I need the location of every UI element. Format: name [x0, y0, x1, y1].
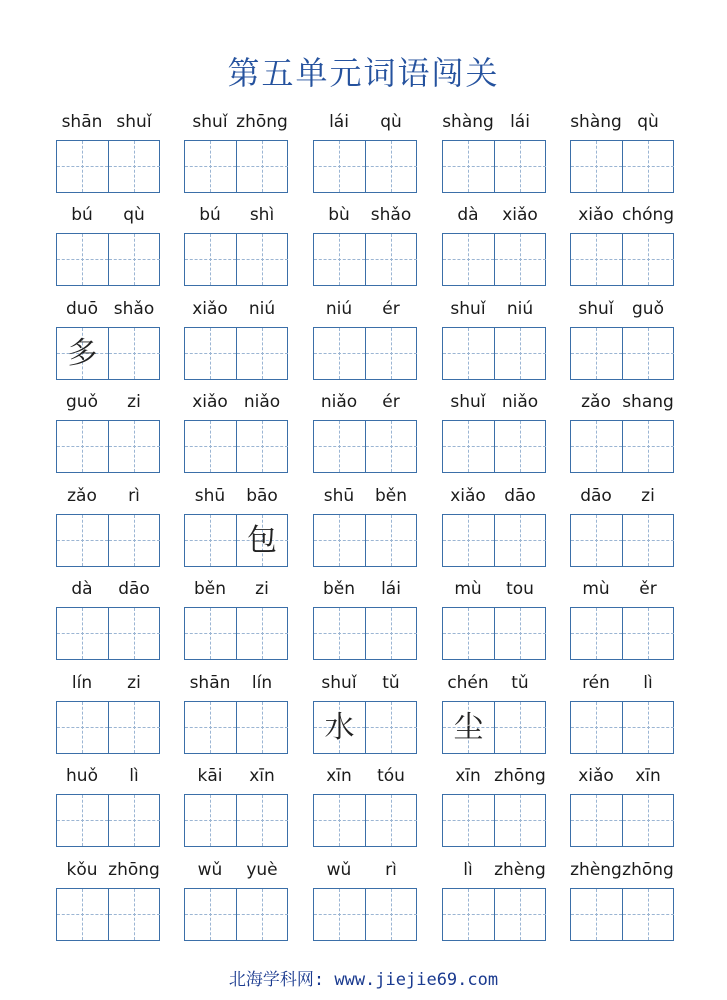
pinyin	[56, 766, 160, 790]
writing-cell[interactable]	[236, 515, 288, 566]
tianzige-box	[184, 233, 288, 286]
writing-cell[interactable]	[622, 234, 674, 285]
pinyin-syllable: guǒ	[66, 392, 98, 412]
writing-cell[interactable]	[365, 421, 417, 472]
pinyin-syllable: xiǎo	[192, 392, 228, 412]
pinyin-syllable: lín	[71, 673, 93, 693]
pinyin-syllable: dà	[71, 579, 93, 599]
pinyin	[313, 299, 417, 323]
pinyin-syllable: zhèng	[570, 860, 622, 880]
pinyin	[313, 860, 417, 884]
pinyin-syllable: lái	[329, 112, 349, 132]
pinyin	[184, 299, 288, 323]
pinyin-syllable: kǒu	[66, 860, 98, 880]
writing-cell[interactable]	[494, 795, 546, 846]
pinyin-syllable: shuǐ	[578, 299, 614, 319]
tianzige-box	[313, 514, 417, 567]
writing-cell[interactable]	[443, 515, 494, 566]
writing-cell[interactable]	[365, 608, 417, 659]
writing-cell[interactable]	[494, 515, 546, 566]
tianzige-box	[313, 420, 417, 473]
tianzige-box	[442, 514, 546, 567]
writing-cell[interactable]	[314, 795, 365, 846]
pinyin-syllable: mù	[582, 579, 610, 599]
tianzige-box	[184, 888, 288, 941]
tianzige-box	[184, 701, 288, 754]
pinyin	[56, 860, 160, 884]
pinyin-syllable: tǔ	[382, 673, 400, 693]
writing-cell[interactable]	[494, 328, 546, 379]
writing-cell[interactable]	[443, 421, 494, 472]
pinyin-syllable: huǒ	[66, 766, 98, 786]
writing-cell[interactable]	[57, 889, 108, 940]
pinyin	[56, 392, 160, 416]
pinyin-syllable: shuǐ	[450, 392, 486, 412]
writing-cell[interactable]	[57, 234, 108, 285]
pinyin-syllable: běn	[322, 579, 356, 599]
pinyin-syllable: ér	[382, 392, 400, 412]
pinyin	[442, 112, 546, 136]
writing-cell[interactable]	[365, 141, 417, 192]
pinyin	[184, 112, 288, 136]
writing-cell[interactable]	[314, 141, 365, 192]
pinyin-syllable: kāi	[197, 766, 223, 786]
writing-cell[interactable]	[571, 515, 622, 566]
writing-cell[interactable]	[57, 515, 108, 566]
pinyin-syllable: lín	[251, 673, 273, 693]
pinyin-syllable: dāo	[504, 486, 536, 506]
writing-cell[interactable]	[108, 328, 160, 379]
writing-cell[interactable]	[443, 889, 494, 940]
writing-cell[interactable]	[314, 702, 365, 753]
pinyin-syllable: bāo	[246, 486, 278, 506]
pinyin-syllable: xīn	[326, 766, 352, 786]
writing-cell[interactable]	[57, 141, 108, 192]
tianzige-box	[56, 140, 160, 193]
tianzige-box	[442, 420, 546, 473]
pinyin	[442, 766, 546, 790]
writing-cell[interactable]	[571, 234, 622, 285]
writing-cell[interactable]	[365, 328, 417, 379]
pinyin-syllable: xiǎo	[192, 299, 228, 319]
tianzige-box	[570, 514, 674, 567]
writing-cell[interactable]	[622, 141, 674, 192]
pinyin-syllable: mù	[454, 579, 482, 599]
writing-cell[interactable]	[443, 702, 494, 753]
tianzige-box	[570, 888, 674, 941]
pinyin	[184, 205, 288, 229]
tianzige-box	[184, 140, 288, 193]
pinyin-syllable: dà	[457, 205, 479, 225]
pinyin-syllable: zhōng	[108, 860, 160, 880]
pinyin-syllable: shàng	[570, 112, 622, 132]
tianzige-box	[313, 701, 417, 754]
pinyin	[313, 673, 417, 697]
tianzige-box	[442, 888, 546, 941]
writing-cell[interactable]	[185, 608, 236, 659]
pinyin-syllable: zǎo	[581, 392, 611, 412]
tianzige-box	[313, 794, 417, 847]
pinyin-syllable: rén	[582, 673, 610, 693]
tianzige-box	[56, 701, 160, 754]
writing-cell[interactable]	[57, 608, 108, 659]
pinyin-syllable: xiǎo	[450, 486, 486, 506]
pinyin-syllable: zi	[641, 486, 655, 506]
pinyin-syllable: bú	[71, 205, 93, 225]
pinyin-syllable: xiǎo	[578, 766, 614, 786]
tianzige-box	[442, 794, 546, 847]
pinyin-syllable: shū	[323, 486, 355, 506]
writing-cell[interactable]	[185, 702, 236, 753]
pinyin-syllable: ěr	[639, 579, 657, 599]
writing-cell[interactable]	[185, 421, 236, 472]
pinyin-syllable: zi	[255, 579, 269, 599]
writing-cell[interactable]	[236, 421, 288, 472]
writing-cell[interactable]	[236, 608, 288, 659]
writing-cell[interactable]	[314, 234, 365, 285]
tianzige-box	[442, 140, 546, 193]
writing-cell[interactable]	[236, 889, 288, 940]
tianzige-box	[56, 327, 160, 380]
page-title: 第五单元词语闯关	[227, 54, 500, 92]
writing-cell[interactable]	[236, 795, 288, 846]
writing-cell[interactable]	[571, 421, 622, 472]
tianzige-box	[56, 514, 160, 567]
writing-cell[interactable]	[108, 515, 160, 566]
writing-cell[interactable]	[494, 608, 546, 659]
pinyin-syllable: niú	[248, 299, 276, 319]
pinyin-syllable: niǎo	[501, 392, 539, 412]
pinyin	[184, 860, 288, 884]
pinyin	[570, 112, 674, 136]
pinyin	[184, 486, 288, 510]
pinyin-syllable: qù	[380, 112, 402, 132]
tianzige-box	[56, 233, 160, 286]
tianzige-box	[184, 794, 288, 847]
tianzige-box	[184, 607, 288, 660]
writing-cell[interactable]	[571, 608, 622, 659]
writing-cell[interactable]	[571, 702, 622, 753]
pinyin	[313, 205, 417, 229]
pinyin-syllable: xīn	[249, 766, 275, 786]
writing-cell[interactable]	[365, 889, 417, 940]
pinyin-syllable: shān	[61, 112, 103, 132]
pinyin-syllable: zhèng	[494, 860, 546, 880]
tianzige-box	[570, 794, 674, 847]
writing-cell[interactable]	[185, 328, 236, 379]
pinyin-syllable: tou	[506, 579, 534, 599]
tianzige-box	[442, 701, 546, 754]
writing-cell[interactable]	[185, 795, 236, 846]
pinyin	[56, 579, 160, 603]
pinyin-syllable: shuǐ	[192, 112, 228, 132]
writing-cell[interactable]	[443, 234, 494, 285]
pinyin-syllable: lái	[381, 579, 401, 599]
pinyin-syllable: zhōng	[236, 112, 288, 132]
pinyin-syllable: niǎo	[320, 392, 358, 412]
tianzige-box	[313, 140, 417, 193]
pinyin	[570, 579, 674, 603]
pinyin	[570, 860, 674, 884]
pinyin-syllable: wǔ	[326, 860, 352, 880]
pinyin-syllable: shuǐ	[321, 673, 357, 693]
writing-cell[interactable]	[314, 889, 365, 940]
pinyin-syllable: shuǐ	[450, 299, 486, 319]
writing-cell[interactable]	[314, 515, 365, 566]
pinyin-syllable: xīn	[635, 766, 661, 786]
pinyin-syllable: niǎo	[243, 392, 281, 412]
pinyin-syllable: niú	[325, 299, 353, 319]
footer-source: 北海学科网: www.jiejie69.com	[228, 970, 499, 990]
pinyin	[442, 299, 546, 323]
pinyin-syllable: shǎo	[370, 205, 412, 225]
writing-cell[interactable]	[622, 515, 674, 566]
writing-cell[interactable]	[494, 421, 546, 472]
tianzige-box	[56, 420, 160, 473]
pinyin-syllable: qù	[637, 112, 659, 132]
writing-cell[interactable]	[622, 702, 674, 753]
tianzige-box	[313, 327, 417, 380]
pinyin-syllable: ér	[382, 299, 400, 319]
written-character: 水	[324, 710, 355, 745]
pinyin	[313, 766, 417, 790]
pinyin	[313, 112, 417, 136]
pinyin-syllable: guǒ	[632, 299, 664, 319]
writing-cell[interactable]	[236, 702, 288, 753]
pinyin-syllable: niú	[506, 299, 534, 319]
pinyin	[313, 392, 417, 416]
pinyin-syllable: wǔ	[197, 860, 223, 880]
written-character: 尘	[453, 710, 484, 745]
writing-cell[interactable]	[443, 141, 494, 192]
pinyin-syllable: běn	[193, 579, 227, 599]
writing-cell[interactable]	[108, 234, 160, 285]
pinyin	[56, 673, 160, 697]
pinyin-syllable: bú	[199, 205, 221, 225]
writing-cell[interactable]	[494, 234, 546, 285]
pinyin	[570, 673, 674, 697]
pinyin-syllable: tóu	[377, 766, 405, 786]
writing-cell[interactable]	[571, 141, 622, 192]
writing-cell[interactable]	[314, 608, 365, 659]
writing-cell[interactable]	[494, 889, 546, 940]
pinyin	[184, 579, 288, 603]
writing-cell[interactable]	[571, 795, 622, 846]
tianzige-box	[184, 514, 288, 567]
pinyin-syllable: zhōng	[494, 766, 546, 786]
writing-cell[interactable]	[622, 608, 674, 659]
writing-cell[interactable]	[622, 889, 674, 940]
pinyin-syllable: chén	[447, 673, 489, 693]
pinyin-syllable: shang	[622, 392, 674, 412]
writing-cell[interactable]	[108, 608, 160, 659]
pinyin-syllable: shǎo	[113, 299, 155, 319]
tianzige-box	[570, 701, 674, 754]
pinyin	[313, 579, 417, 603]
writing-cell[interactable]	[494, 141, 546, 192]
tianzige-box	[56, 607, 160, 660]
written-character: 多	[67, 336, 98, 371]
writing-cell[interactable]	[443, 795, 494, 846]
pinyin-syllable: chóng	[622, 205, 675, 225]
pinyin-syllable: qù	[123, 205, 145, 225]
writing-cell[interactable]	[236, 234, 288, 285]
writing-cell[interactable]	[108, 421, 160, 472]
tianzige-box	[570, 327, 674, 380]
pinyin	[570, 766, 674, 790]
tianzige-box	[56, 794, 160, 847]
writing-cell[interactable]	[185, 889, 236, 940]
tianzige-box	[442, 607, 546, 660]
pinyin-syllable: zi	[127, 673, 141, 693]
writing-cell[interactable]	[108, 795, 160, 846]
writing-cell[interactable]	[314, 328, 365, 379]
writing-cell[interactable]	[185, 141, 236, 192]
pinyin	[56, 205, 160, 229]
pinyin-syllable: dāo	[580, 486, 612, 506]
pinyin	[442, 486, 546, 510]
writing-cell[interactable]	[622, 421, 674, 472]
pinyin	[442, 673, 546, 697]
pinyin	[570, 205, 674, 229]
pinyin-syllable: duō	[66, 299, 98, 319]
pinyin-syllable: lì	[463, 860, 473, 880]
pinyin-syllable: shān	[189, 673, 231, 693]
writing-cell[interactable]	[365, 795, 417, 846]
pinyin	[442, 579, 546, 603]
written-character: 包	[247, 523, 277, 558]
pinyin-syllable: shuǐ	[116, 112, 152, 132]
pinyin	[56, 299, 160, 323]
pinyin-syllable: shì	[249, 205, 275, 225]
pinyin-syllable: běn	[374, 486, 408, 506]
writing-cell[interactable]	[108, 702, 160, 753]
pinyin-syllable: lì	[129, 766, 139, 786]
pinyin	[570, 299, 674, 323]
writing-cell[interactable]	[185, 515, 236, 566]
writing-cell[interactable]	[314, 421, 365, 472]
pinyin	[442, 392, 546, 416]
writing-cell[interactable]	[571, 328, 622, 379]
writing-cell[interactable]	[622, 795, 674, 846]
writing-cell[interactable]	[365, 702, 417, 753]
pinyin-syllable: zǎo	[67, 486, 97, 506]
tianzige-box	[56, 888, 160, 941]
pinyin	[313, 486, 417, 510]
pinyin	[56, 486, 160, 510]
writing-cell[interactable]	[185, 234, 236, 285]
pinyin-syllable: bù	[328, 205, 350, 225]
writing-cell[interactable]	[622, 328, 674, 379]
writing-cell[interactable]	[236, 328, 288, 379]
pinyin	[442, 205, 546, 229]
pinyin	[570, 392, 674, 416]
writing-cell[interactable]	[365, 234, 417, 285]
tianzige-box	[313, 607, 417, 660]
pinyin	[184, 392, 288, 416]
pinyin	[184, 673, 288, 697]
pinyin-syllable: xiǎo	[502, 205, 538, 225]
pinyin-syllable: rì	[128, 486, 140, 506]
writing-cell[interactable]	[443, 328, 494, 379]
pinyin	[56, 112, 160, 136]
pinyin-syllable: dāo	[118, 579, 150, 599]
pinyin-syllable: tǔ	[511, 673, 529, 693]
writing-cell[interactable]	[236, 141, 288, 192]
pinyin	[442, 860, 546, 884]
writing-cell[interactable]	[108, 141, 160, 192]
writing-cell[interactable]	[57, 795, 108, 846]
tianzige-box	[184, 327, 288, 380]
pinyin-syllable: zhōng	[622, 860, 674, 880]
writing-cell[interactable]	[57, 702, 108, 753]
pinyin-syllable: xīn	[455, 766, 481, 786]
tianzige-box	[313, 233, 417, 286]
pinyin-syllable: zi	[127, 392, 141, 412]
pinyin-syllable: lái	[510, 112, 530, 132]
pinyin-syllable: lì	[643, 673, 653, 693]
writing-cell[interactable]	[108, 889, 160, 940]
tianzige-box	[442, 233, 546, 286]
pinyin-syllable: yuè	[246, 860, 278, 880]
pinyin	[184, 766, 288, 790]
pinyin-syllable: shū	[194, 486, 226, 506]
tianzige-box	[184, 420, 288, 473]
tianzige-box	[570, 420, 674, 473]
tianzige-box	[570, 140, 674, 193]
writing-cell[interactable]	[443, 608, 494, 659]
tianzige-box	[442, 327, 546, 380]
tianzige-box	[313, 888, 417, 941]
writing-cell[interactable]	[494, 702, 546, 753]
writing-cell[interactable]	[571, 889, 622, 940]
writing-cell[interactable]	[57, 421, 108, 472]
pinyin-syllable: xiǎo	[578, 205, 614, 225]
tianzige-box	[570, 607, 674, 660]
pinyin-syllable: shàng	[442, 112, 494, 132]
pinyin-syllable: rì	[385, 860, 397, 880]
writing-cell[interactable]	[365, 515, 417, 566]
writing-cell[interactable]	[57, 328, 108, 379]
tianzige-box	[570, 233, 674, 286]
pinyin	[570, 486, 674, 510]
